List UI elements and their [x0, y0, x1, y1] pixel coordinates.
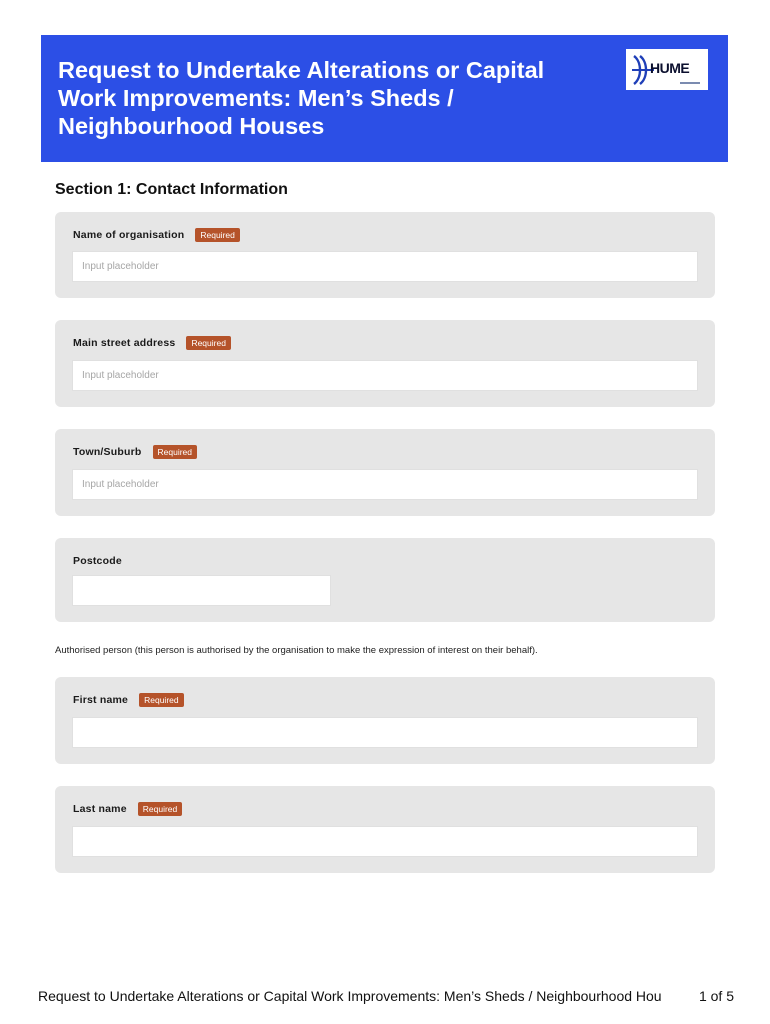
field-label-town-suburb — [73, 445, 197, 459]
label-text: Last name — [73, 803, 127, 815]
footer-title: Request to Undertake Alterations or Capital Work Improvements: Men’s Sheds / Neighbourhood Hou — [38, 988, 662, 1004]
field-label-last-name — [73, 802, 182, 816]
field-card-last-name — [55, 786, 715, 873]
field-card-street-address — [55, 320, 715, 407]
label-text: Postcode — [73, 555, 122, 567]
first-name-input[interactable] — [72, 717, 698, 748]
label-text: Main street address — [73, 337, 176, 349]
field-label-street-address — [73, 336, 231, 350]
postcode-input[interactable] — [72, 575, 331, 606]
organisation-input[interactable] — [72, 251, 698, 282]
label-text: Name of organisation — [73, 229, 185, 241]
street-address-input[interactable] — [72, 360, 698, 391]
form-header — [41, 35, 728, 162]
field-label-organisation — [73, 228, 240, 242]
page-number: 1 of 5 — [698, 988, 734, 1004]
required-badge: Required — [186, 336, 231, 350]
label-text: Town/Suburb — [73, 446, 142, 458]
required-badge: Required — [138, 802, 183, 816]
page-footer — [38, 988, 738, 1012]
required-badge: Required — [195, 228, 240, 242]
section-title: Section 1: Contact Information — [55, 181, 288, 198]
field-label-first-name — [73, 693, 184, 707]
label-text: First name — [73, 694, 129, 706]
form-title: Request to Undertake Alterations or Capital Work Improvements: Men’s Sheds / Neighbourhood Houses — [58, 57, 545, 139]
town-suburb-input[interactable] — [72, 469, 698, 500]
logo-tagline-mark — [680, 82, 700, 84]
field-card-town-suburb — [55, 429, 715, 516]
hume-logo — [626, 49, 708, 90]
required-badge: Required — [153, 445, 198, 459]
field-card-first-name — [55, 677, 715, 764]
field-label-postcode — [73, 555, 122, 567]
authorised-person-note: Authorised person (this person is authorised by the organisation to make the expression of interest on their behalf). — [55, 645, 538, 656]
logo-text: HUME — [650, 59, 690, 76]
field-card-organisation — [55, 212, 715, 298]
required-badge: Required — [139, 693, 184, 707]
field-card-postcode — [55, 538, 715, 622]
last-name-input[interactable] — [72, 826, 698, 857]
